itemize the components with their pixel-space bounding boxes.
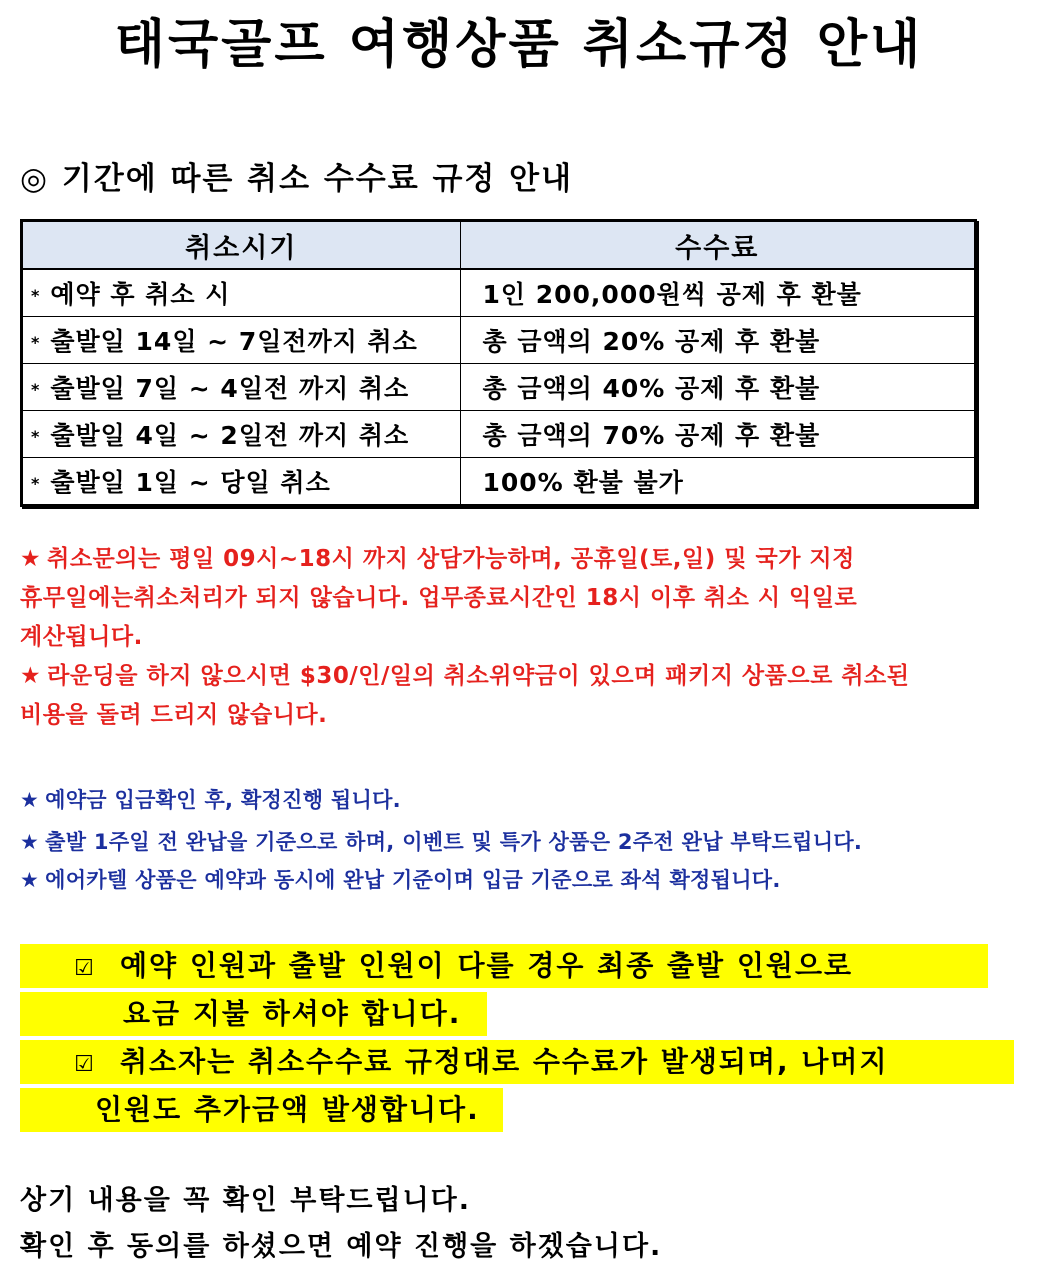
red-note-line <box>20 657 1020 696</box>
star-icon: ★ <box>20 868 40 892</box>
blue-note-item <box>20 861 1020 899</box>
blue-note-text: 예약금 입금확인 후, 확정진행 됩니다. <box>45 788 401 812</box>
highlight-line <box>20 944 988 988</box>
checkbox-icon: ☑ <box>74 1052 96 1077</box>
highlight-line <box>20 1088 503 1132</box>
red-note-text: 취소문의는 평일 09시~18시 까지 상담가능하며, 공휴일(토,일) 및 국가 지정 <box>47 546 855 572</box>
period-cell <box>23 410 460 457</box>
highlight-text: 요금 지불 하셔야 합니다. <box>123 997 462 1030</box>
period-text: 출발일 4일 ~ 2일전 까지 취소 <box>50 420 410 450</box>
star-icon: ★ <box>20 788 40 812</box>
blue-note-text: 출발 1주일 전 완납을 기준으로 하며, 이벤트 및 특가 상품은 2주전 완납 부탁드립니다. <box>45 830 863 854</box>
red-note-line <box>20 540 1020 579</box>
period-text: 출발일 1일 ~ 당일 취소 <box>50 467 331 497</box>
highlight-text: 예약 인원과 출발 인원이 다를 경우 최종 출발 인원으로 <box>120 949 854 982</box>
period-cell <box>23 316 460 363</box>
cancellation-fee-table <box>20 219 977 507</box>
period-text: 출발일 14일 ~ 7일전까지 취소 <box>50 326 418 356</box>
page-title: 태국골프 여행상품 취소규정 안내 <box>114 15 924 75</box>
star-icon: ★ <box>20 830 40 854</box>
fee-cell: 총 금액의 40% 공제 후 환불 <box>460 363 974 410</box>
red-note-line: 계산됩니다. <box>20 624 143 650</box>
bullet-icon: * <box>31 474 41 494</box>
period-cell <box>23 457 460 504</box>
fee-cell: 1인 200,000원씩 공제 후 환불 <box>460 269 974 316</box>
highlight-text: 인원도 추가금액 발생합니다. <box>95 1093 480 1126</box>
period-cell <box>23 363 460 410</box>
table-row <box>23 457 974 504</box>
double-circle-icon: ◎ <box>20 161 50 197</box>
period-text: 예약 후 취소 시 <box>50 279 231 309</box>
bullet-icon: * <box>31 427 41 446</box>
column-header-period: 취소시기 <box>23 222 460 269</box>
star-icon: ★ <box>20 546 42 572</box>
fee-cell: 총 금액의 70% 공제 후 환불 <box>460 410 974 457</box>
column-header-fee: 수수료 <box>460 222 974 269</box>
blue-notice-block <box>20 781 1020 899</box>
highlight-line <box>20 1040 1014 1084</box>
bullet-icon: * <box>31 380 41 399</box>
bullet-icon: * <box>31 286 41 306</box>
fee-cell: 100% 환불 불가 <box>460 457 974 504</box>
table-row <box>23 269 974 316</box>
table-header-row <box>23 222 974 269</box>
fee-cell: 총 금액의 20% 공제 후 환불 <box>460 316 974 363</box>
bullet-icon: * <box>31 333 41 352</box>
red-note-text: 라운딩을 하지 않으시면 $30/인/일의 취소위약금이 있으며 패키지 상품으로 취소된 <box>47 663 910 689</box>
red-note-line: 비용을 돌려 드리지 않습니다. <box>20 702 328 728</box>
red-note-line: 휴무일에는취소처리가 되지 않습니다. 업무종료시간인 18시 이후 취소 시 익일로 <box>20 585 858 611</box>
blue-note-text: 에어카텔 상품은 예약과 동시에 완납 기준이며 입금 기준으로 좌석 확정됩니다. <box>45 868 781 892</box>
checkbox-icon: ☑ <box>74 956 96 981</box>
closing-message <box>20 1178 662 1270</box>
red-notice-block <box>20 540 1020 735</box>
closing-line: 상기 내용을 꼭 확인 부탁드립니다. <box>20 1185 472 1216</box>
blue-note-item <box>20 781 1020 819</box>
star-icon: ★ <box>20 663 42 689</box>
highlight-text: 취소자는 취소수수료 규정대로 수수료가 발생되며, 나머지 <box>120 1045 889 1078</box>
section-heading <box>20 158 573 200</box>
table-row <box>23 316 974 363</box>
period-cell <box>23 269 460 316</box>
highlight-line <box>20 992 487 1036</box>
period-text: 출발일 7일 ~ 4일전 까지 취소 <box>50 373 410 403</box>
closing-line: 확인 후 동의를 하셨으면 예약 진행을 하겠습니다. <box>20 1231 663 1262</box>
table-row <box>23 363 974 410</box>
section-heading-text: 기간에 따른 취소 수수료 규정 안내 <box>61 161 574 197</box>
table-row <box>23 410 974 457</box>
blue-note-item <box>20 823 1020 861</box>
